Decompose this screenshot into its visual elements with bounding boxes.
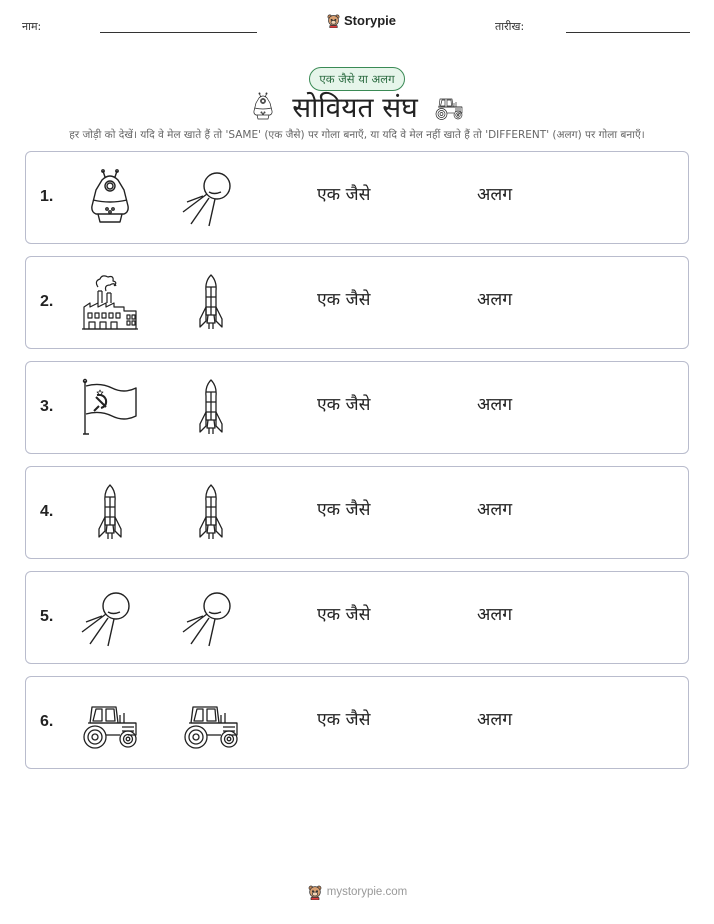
different-option[interactable]: अलग	[477, 605, 513, 625]
date-blank-line[interactable]	[566, 32, 690, 33]
pair-row-1	[25, 151, 689, 244]
rocket-icon	[181, 378, 241, 438]
row-number: 1.	[40, 188, 54, 205]
tractor-icon	[432, 92, 466, 122]
satellite-icon	[181, 588, 241, 648]
row-number: 3.	[40, 398, 54, 415]
pair-row-4	[25, 466, 689, 559]
tractor-icon	[181, 693, 241, 753]
footer-url[interactable]: mystorypie.com	[326, 886, 408, 898]
row-number: 4.	[40, 503, 54, 520]
worksheet-type-badge: एक जैसे या अलग	[309, 67, 405, 91]
rocket-icon	[80, 483, 140, 543]
same-option[interactable]: एक जैसे	[317, 605, 371, 625]
same-option[interactable]: एक जैसे	[317, 290, 371, 310]
brand-name: Storypie	[344, 13, 397, 28]
different-option[interactable]: अलग	[477, 710, 513, 730]
rocket-icon	[181, 483, 241, 543]
page-title: सोवियत संघ	[292, 91, 418, 124]
same-option[interactable]: एक जैसे	[317, 710, 371, 730]
tractor-icon	[80, 693, 140, 753]
factory-icon	[80, 273, 140, 333]
pair-row-6	[25, 676, 689, 769]
capsule-icon	[248, 92, 278, 122]
different-option[interactable]: अलग	[477, 290, 513, 310]
same-option[interactable]: एक जैसे	[317, 185, 371, 205]
bear-icon	[326, 13, 341, 28]
different-option[interactable]: अलग	[477, 185, 513, 205]
same-option[interactable]: एक जैसे	[317, 395, 371, 415]
row-number: 6.	[40, 713, 54, 730]
footer	[0, 884, 714, 900]
name-label: नाम:	[22, 20, 42, 33]
flag-icon	[80, 378, 140, 438]
bear-icon	[307, 884, 323, 900]
pair-row-5	[25, 571, 689, 664]
rocket-icon	[181, 273, 241, 333]
pair-row-3	[25, 361, 689, 454]
same-option[interactable]: एक जैसे	[317, 500, 371, 520]
instructions: हर जोड़ी को देखें। यदि वे मेल खाते हैं तो 'SAME' (एक जैसे) पर गोला बनाएँ, या यदि वे मेल नहीं खाते हैं तो 'DIFFERENT' (अलग) पर गोला बनाएँ।	[69, 129, 645, 141]
capsule-icon	[80, 168, 140, 228]
row-number: 5.	[40, 608, 54, 625]
satellite-icon	[181, 168, 241, 228]
title-row	[0, 88, 714, 126]
different-option[interactable]: अलग	[477, 500, 513, 520]
date-label: तारीख:	[495, 20, 525, 33]
different-option[interactable]: अलग	[477, 395, 513, 415]
pair-row-2	[25, 256, 689, 349]
brand-logo	[326, 13, 396, 28]
row-number: 2.	[40, 293, 54, 310]
satellite-icon	[80, 588, 140, 648]
name-blank-line[interactable]	[100, 32, 257, 33]
